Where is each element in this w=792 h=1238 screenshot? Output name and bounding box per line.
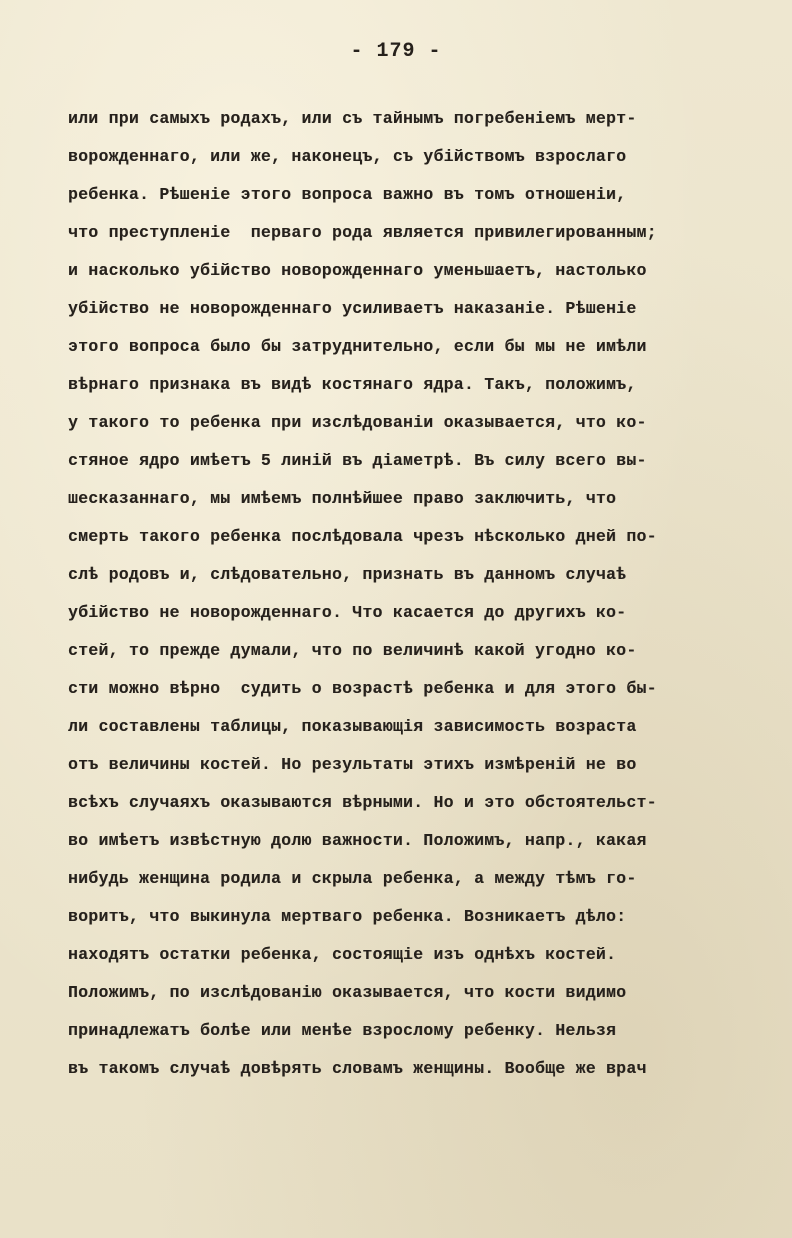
text-line: шесказаннаго, мы имѣемъ полнѣйшее право заключить, что [68,489,617,508]
text-line: всѣхъ случаяхъ оказываются вѣрными. Но и это обстоятельст- [68,793,657,812]
text-line: вѣрнаго признака въ видѣ костянаго ядра. Такъ, положимъ, [68,375,637,394]
text-line: ворожденнаго, или же, наконецъ, съ убiйствомъ взрослаго [68,147,627,166]
text-line: сти можно вѣрно судить о возрастѣ ребенка и для этого бы- [68,679,657,698]
text-line: стей, то прежде думали, что по величинѣ какой угодно ко- [68,641,637,660]
text-line: ли составлены таблицы, показывающiя зависимость возраста [68,717,637,736]
text-line: и насколько убiйство новорожденнаго уменьшаетъ, настолько [68,261,647,280]
text-line: у такого то ребенка при изслѣдованiи оказывается, что ко- [68,413,647,432]
text-line: Положимъ, по изслѣдованiю оказывается, что кости видимо [68,983,627,1002]
text-line: что преступленiе перваго рода является привилегированным; [68,223,657,242]
text-line: принадлежатъ болѣе или менѣе взрослому ребенку. Нельзя [68,1021,617,1040]
text-line: во имѣетъ извѣстную долю важности. Положимъ, напр., какая [68,831,647,850]
text-line: или при самыхъ родахъ, или съ тайнымъ погребенiемъ мерт- [68,109,637,128]
text-line: убiйство не новорожденнаго усиливаетъ наказанiе. Рѣшенiе [68,299,637,318]
text-line: отъ величины костей. Но результаты этихъ измѣренiй не во [68,755,637,774]
text-line: стяное ядро имѣетъ 5 линiй въ дiаметрѣ. Въ силу всего вы- [68,451,647,470]
text-line: смерть такого ребенка послѣдовала чрезъ нѣсколько дней по- [68,527,657,546]
text-line: въ такомъ случаѣ довѣрять словамъ женщины. Вообще же врач [68,1059,647,1078]
body-text [68,100,786,1088]
text-line: убiйство не новорожденнаго. Что касается до другихъ ко- [68,603,627,622]
text-line: нибудь женщина родила и скрыла ребенка, а между тѣмъ го- [68,869,637,888]
text-line: воритъ, что выкинула мертваго ребенка. Возникаетъ дѣло: [68,907,627,926]
text-line: этого вопроса было бы затруднительно, если бы мы не имѣли [68,337,647,356]
text-line: ребенка. Рѣшенiе этого вопроса важно въ томъ отношенiи, [68,185,627,204]
page-number: - 179 - [350,40,442,63]
text-line: находятъ остатки ребенка, состоящiе изъ однѣхъ костей. [68,945,617,964]
text-line: слѣ родовъ и, слѣдовательно, признать въ данномъ случаѣ [68,565,627,584]
